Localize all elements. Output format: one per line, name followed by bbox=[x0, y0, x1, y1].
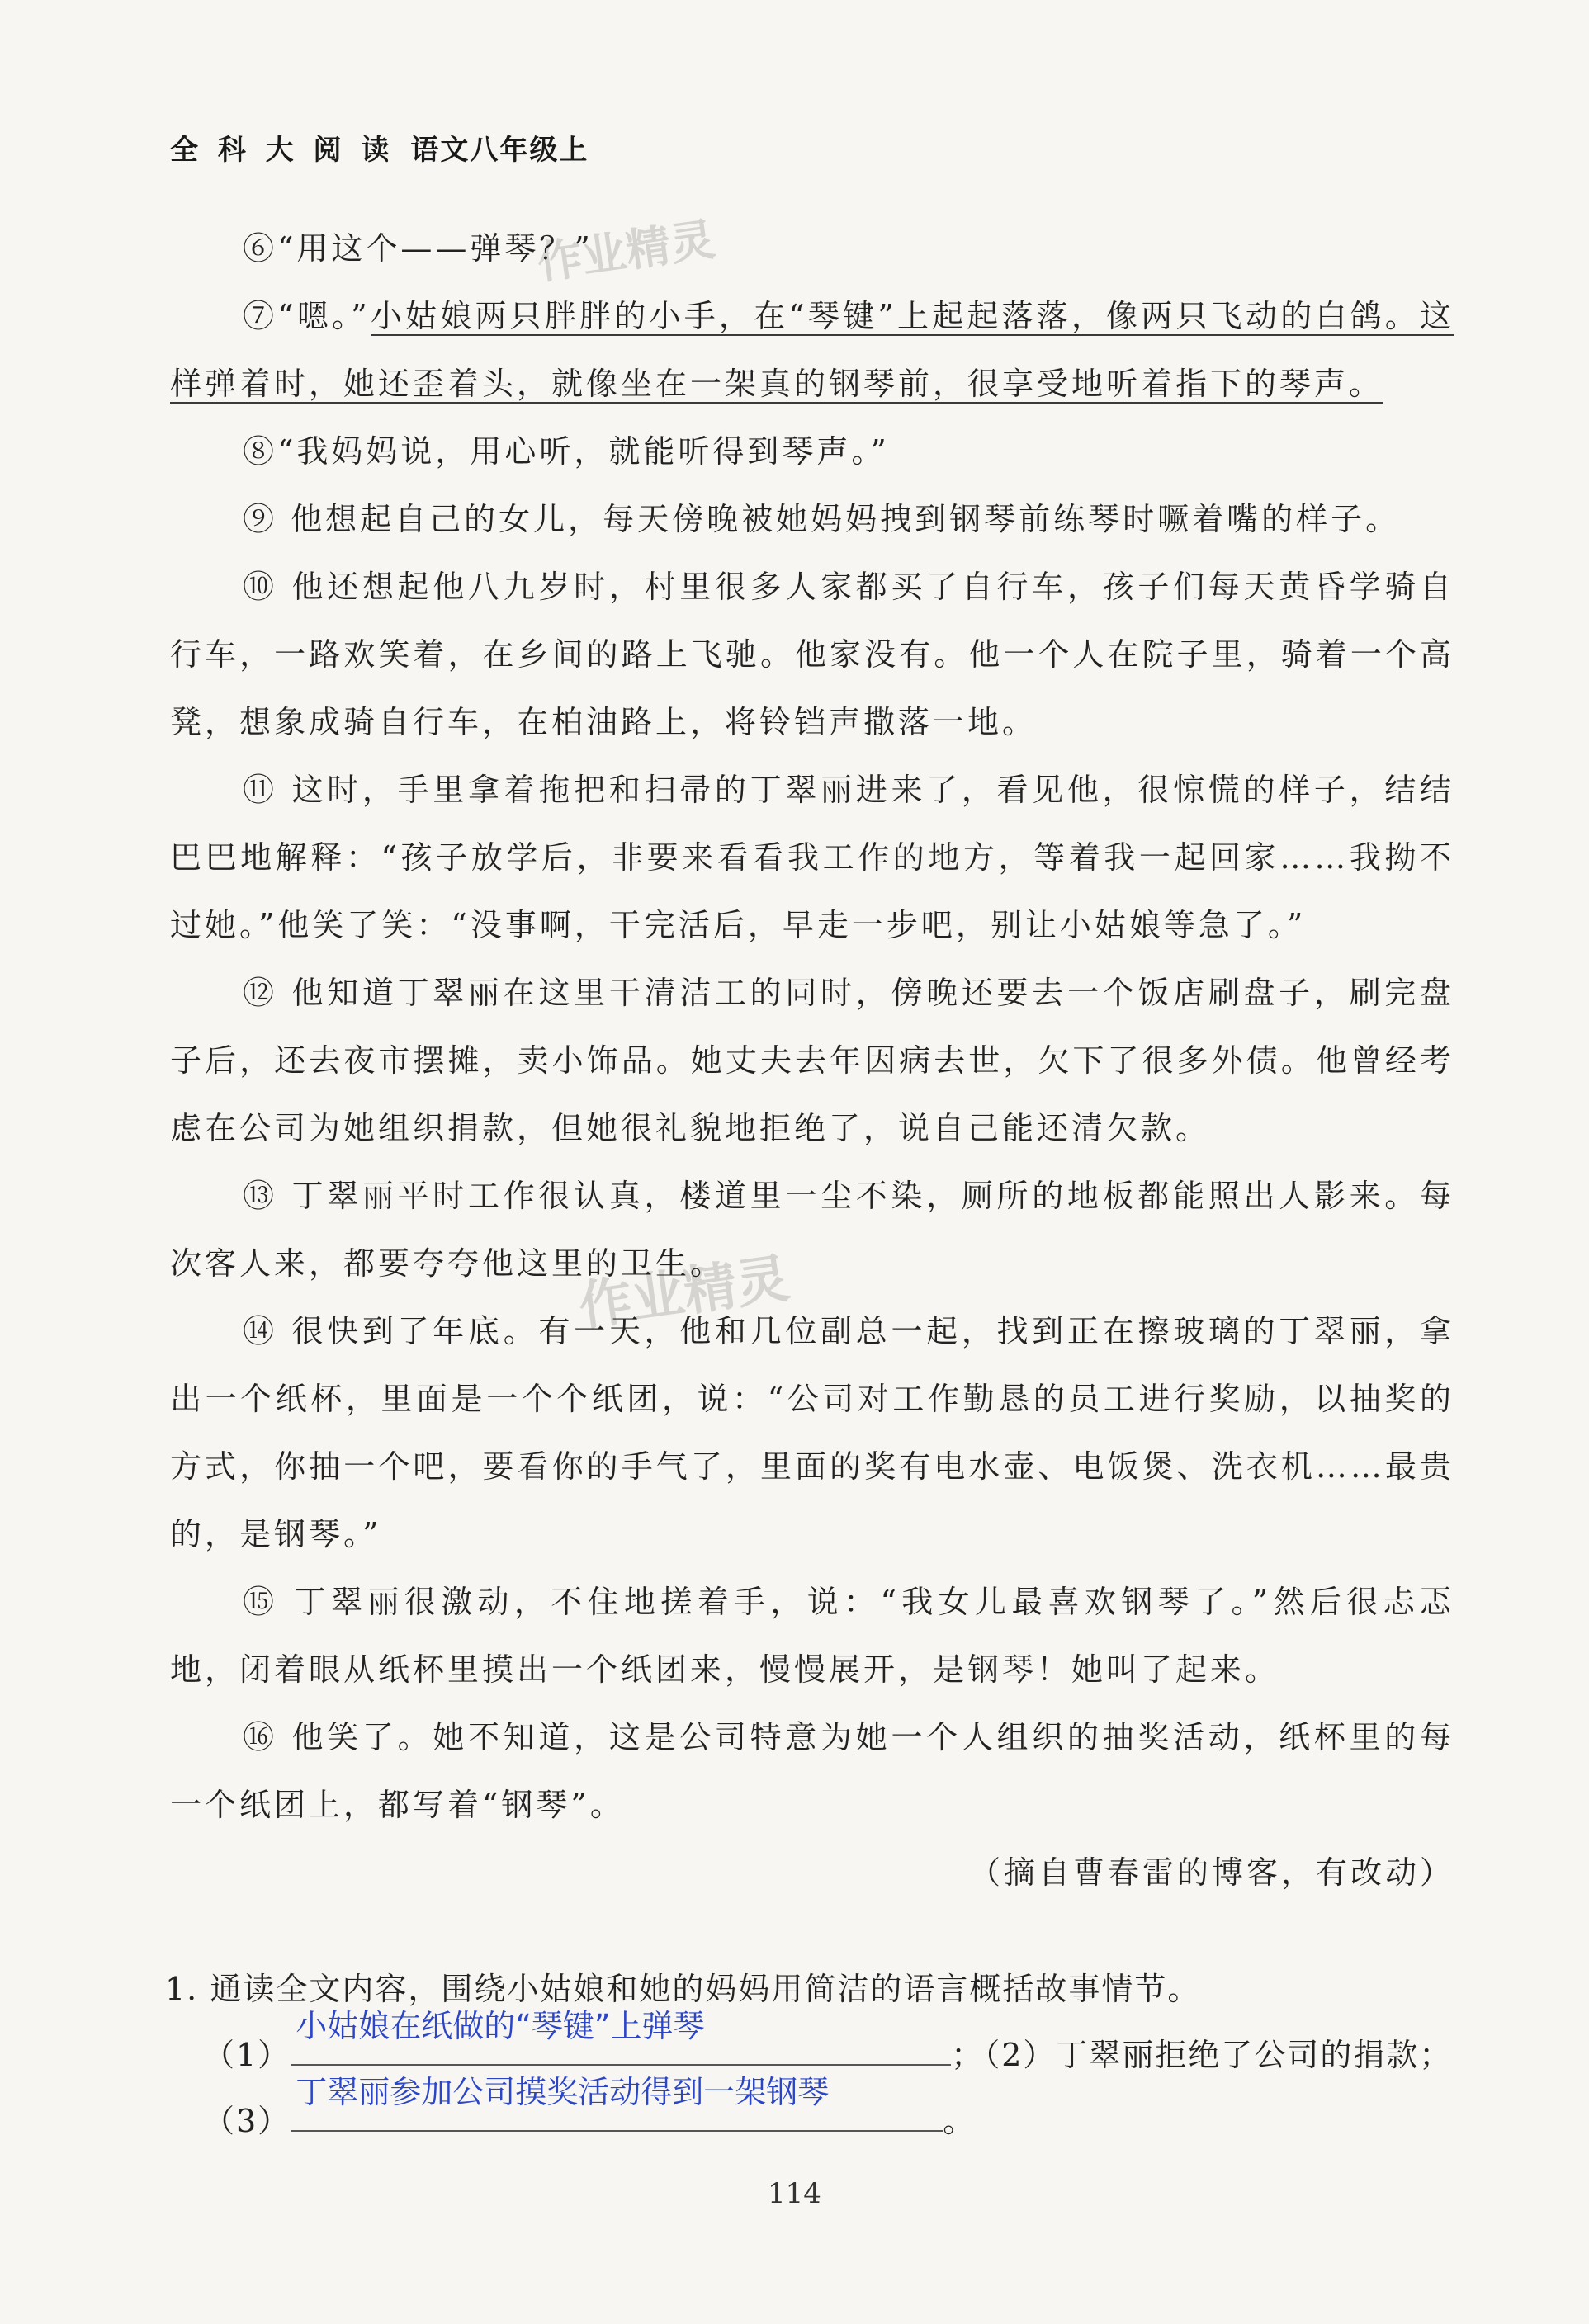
paragraph-8: ⑧“我妈妈说，用心听，就能听得到琴声。” bbox=[243, 433, 890, 470]
handwritten-answer-1: 小姑娘在纸做的“琴键”上弹琴 bbox=[296, 2008, 705, 2044]
book-title: 全 科 大 阅 读 bbox=[170, 134, 395, 167]
watermark-logo: 作业精灵 bbox=[534, 213, 718, 290]
paragraph-9: ⑨ 他想起自己的女儿，每天傍晚被她妈妈拽到钢琴前练琴时噘着嘴的样子。 bbox=[243, 501, 1401, 537]
underlined-sentence: 小姑娘两只胖胖的小手，在“琴键”上起起落落，像两只飞动的白鸽。这样弹着时，她还歪着头，就像坐在一架真的钢琴前，很享受地听着指下的琴声。 bbox=[170, 298, 1455, 402]
paragraph-14: ⑭ 很快到了年底。有一天，他和几位副总一起，找到正在擦玻璃的丁翠丽，拿出一个纸杯，里面是一个个纸团，说：“公司对工作勤恳的员工进行奖励，以抽奖的方式，你抽一个吧，要看你的手气了，里面的奖有电水壶、电饭煲、洗衣机……最贵的，是钢琴。” bbox=[170, 1313, 1454, 1552]
watermark-logo-2: 作业精灵 bbox=[575, 1248, 793, 1339]
book-subtitle: 语文八年级上 bbox=[410, 134, 589, 167]
running-header bbox=[170, 127, 589, 168]
page-number: 114 bbox=[768, 2177, 821, 2210]
question-section bbox=[165, 1956, 1469, 2154]
answer-line-1-tail: ；（2）丁翠丽拒绝了公司的捐款； bbox=[951, 2037, 1453, 2073]
paragraph-6: ⑥“用这个——弹琴？” bbox=[243, 230, 594, 267]
question-stem: 1. 通读全文内容，围绕小姑娘和她的妈妈用简洁的语言概括故事情节。 bbox=[165, 1971, 1201, 2007]
answer-line-3-tail: 。 bbox=[943, 2103, 977, 2139]
paragraph-7 bbox=[170, 282, 1454, 418]
paragraph-12: ⑫ 他知道丁翠丽在这里干清洁工的同时，傍晚还要去一个饭店刷盘子，刷完盘子后，还去夜市摆摊，卖小饰品。她丈夫去年因病去世，欠下了很多外债。他曾经考虑在公司为她组织捐款，但她很礼貌地拒绝了，说自己能还清欠款。 bbox=[170, 975, 1454, 1146]
item-number-1: （1） bbox=[203, 2037, 291, 2073]
paragraph-13: ⑬ 丁翠丽平时工作很认真，楼道里一尘不染，厕所的地板都能照出人影来。每次客人来，都要夸夸他这里的卫生。 bbox=[170, 1178, 1454, 1282]
paragraph-16: ⑯ 他笑了。她不知道，这是公司特意为她一个人组织的抽奖活动，纸杯里的每一个纸团上，都写着“钢琴”。 bbox=[170, 1719, 1454, 1823]
answer-line-3 bbox=[165, 2074, 1469, 2154]
paragraph-11: ⑪ 这时，手里拿着拖把和扫帚的丁翠丽进来了，看见他，很惊慌的样子，结结巴巴地解释：“孩子放学后，非要来看看我工作的地方，等着我一起回家……我拗不过她。”他笑了笑：“没事啊，干完活后，早走一步吧，别让小姑娘等急了。” bbox=[170, 772, 1454, 943]
source-citation: （摘自曹春雷的博客，有改动） bbox=[968, 1854, 1454, 1891]
paragraph-15: ⑮ 丁翠丽很激动，不住地搓着手，说：“我女儿最喜欢钢琴了。”然后很忐忑地，闭着眼从纸杯里摸出一个纸团来，慢慢展开，是钢琴！她叫了起来。 bbox=[170, 1584, 1454, 1688]
paragraph-10: ⑩ 他还想起他八九岁时，村里很多人家都买了自行车，孩子们每天黄昏学骑自行车，一路欢笑着，在乡间的路上飞驰。他家没有。他一个人在院子里，骑着一个高凳，想象成骑自行车，在柏油路上，将铃铛声撒落一地。 bbox=[170, 569, 1454, 740]
item-number-3: （3） bbox=[203, 2103, 291, 2139]
paragraph-7-lead: ⑦“嗯。” bbox=[243, 298, 371, 334]
handwritten-answer-3: 丁翠丽参加公司摸奖活动得到一架钢琴 bbox=[296, 2074, 830, 2110]
article-body bbox=[170, 215, 1454, 1906]
answer-blank-3[interactable] bbox=[291, 2074, 943, 2132]
